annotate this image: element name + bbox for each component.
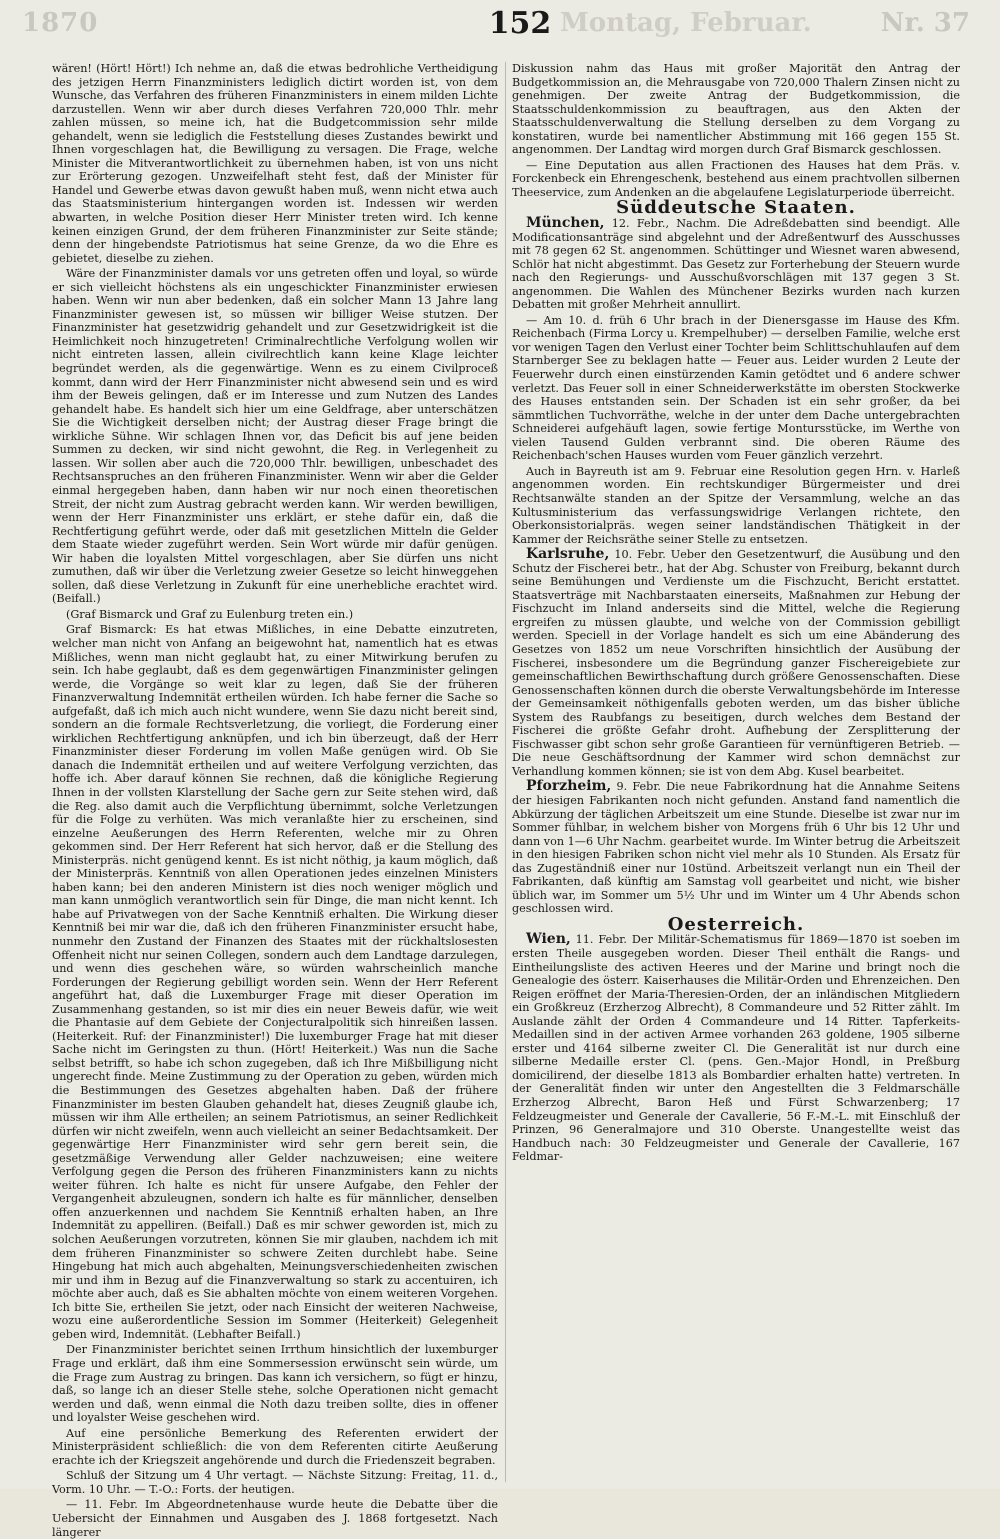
paragraph: — Eine Deputation aus allen Fractionen des Hauses hat dem Präs. v. Forckenbeck ein Ehrengeschenk, bestehend aus einem prachtvollen silbernen Theeservice, zum Andenken an die abgelaufene Legislaturperiode überreicht. (512, 158, 960, 199)
dispatch-pforzheim (512, 780, 960, 915)
column-divider (505, 62, 506, 1482)
section-heading-sueddeutsche: Süddeutsche Staaten. (616, 197, 856, 219)
paragraph: Wäre der Finanzminister damals vor uns getreten offen und loyal, so würde er sich vielleicht höchstens als ein ungeschickter Finanzminister erwiesen haben. Wenn wir nun aber bedenken, daß ein solcher Mann 13 Jahre lang Finanzminister gewesen ist, so müssen wir billiger Weise stutzen. Der Finanzminister hat gesetzwidrig gehandelt und zur Gesetzwidrigkeit ist die Heimlichkeit noch hinzugetreten! Criminalrechtliche Verfolgung wollen wir nicht eintreten lassen, allein civilrechtlich kann keine Klage leichter begründet werden, als die gegenwärtige. Wenn es zu einem Civilproceß kommt, dann wird der Herr Finanzminister nicht abwesend sein und es wird ihm der Beweis gelingen, daß er im Interesse und zum Nutzen des Landes gehandelt habe. Es handelt sich hier um eine Geldfrage, aber unterschätzen Sie die Wichtigkeit derselben nicht; der Austrag dieser Frage bringt die wirkliche Sühne. Wir schlagen Ihnen vor, das Deficit bis auf jene beiden Summen zu decken, wir sind nicht gewohnt, die Reg. in Verlegenheit zu lassen. Wir sollen aber auch die 720,000 Thlr. bewilligen, unbeschadet des Rechtsanspruches an den früheren Finanzminister. Wenn wir aber die Gelder einmal hergegeben haben, dann haben wir nur noch einen theoretischen Streit, der nicht zum Austrag gebracht werden kann. Wir werden bewilligen, wenn der Herr Finanzminister uns erklärt, er stehe dafür ein, daß die Rechtfertigung geführt werde, oder daß mit gesetzlichen Mitteln die Gelder dem Staate wieder zugeführt werden. Sein Wort würde mir dafür genügen. Wir haben die loyalsten Mittel vorgeschlagen, aber Sie dürfen uns nicht zumuthen, daß wir über die Verletzung zweier Gesetze so leicht hinweggehen sollen, daß diese Verletzung in Zukunft für eine unerhebliche erachtet wird. (Beifall.) (52, 267, 498, 606)
dateline-place: Pforzheim, (526, 778, 612, 795)
dispatch-text: 11. Febr. Der Militär-Schematismus für 1869—1870 ist soeben im ersten Theile ausgegeben worden. Dieser Theil enthält die Rangs- und Eintheilungsliste des activen Heeres und der Marine und bringt noch die Genealogie des österr. Kaiserhauses die Militär-Orden und Ehrenzeichen. Den Reigen eröffnet der Maria-Theresien-Orden, der an inländischen Mitgliedern ein Großkreuz (Erzherzog Albrecht), 8 Commandeure und 52 Ritter zählt. Im Auslande zählt der Orden 4 Commandeure und 14 Ritter. Tapferkeits-Medaillen sind in der activen Armee vorhanden 263 goldene, 1905 silberne erster und 4164 silberne zweiter Cl. Die Generalität ist nur durch eine silberne Medaille erster Cl. (pens. Gen.-Major Hondl, in Preßburg domicilirend, der dieselbe 1813 als Bombardier erhalten hatte) vertreten. In der Generalität finden wir unter den Angestellten die 3 Feldmarschälle Erzherzog Albrecht, Baron Heß und Fürst Schwarzenberg; 17 Feldzeugmeister und Generale der Cavallerie, 56 F.-M.-L. mit Einschluß der Prinzen, 96 Generalmajore und 310 Oberste. Unangestellte weist das Handbuch nach: 30 Feldzeugmeister und Generale der Cavallerie, 167 Feldmar- (512, 933, 960, 1164)
header-faded-year: 1870 (22, 8, 99, 38)
paragraph: Diskussion nahm das Haus mit großer Majorität den Antrag der Budgetkommission an, die Mehrausgabe von 720,000 Thalern Zinsen nicht zu genehmigen. Der zweite Antrag der Budgetkommission, die Staatsschuldenkommission zu beauftragen, aus den Akten der Staatsschuldenverwaltung die Stellung derselben zu dem Vorgang zu konstatiren, wurde bei namentlicher Abstimmung mit 166 gegen 155 St. angenommen. Der Landtag wird morgen durch Graf Bismarck geschlossen. (512, 62, 960, 157)
paragraph: — 11. Febr. Im Abgeordnetenhause wurde heute die Debatte über die Uebersicht der Einnahmen und Ausgaben des J. 1868 fortgesetzt. Nach längerer (52, 1498, 498, 1539)
section-heading-oesterreich: Oesterreich. (667, 913, 805, 935)
dispatch-wien (512, 933, 960, 1163)
dispatch-text: 9. Febr. Die neue Fabrikordnung hat die Annahme Seitens der hiesigen Fabrikanten noch nicht gefunden. Anstand fand namentlich die Abkürzung der täglichen Arbeitszeit um eine Stunde. Dieselbe ist zwar nur im Sommer fühlbar, in welchem bisher von Morgens früh 6 Uhr bis 12 Uhr und dann von 1—6 Uhr Nachm. gearbeitet wurde. Im Winter betrug die Arbeitszeit in den hiesigen Fabriken schon nicht viel mehr als 10 Stunden. Als Ersatz für das Zugeständniß einer nur 10stünd. Arbeitszeit verlangt nun ein Theil der Fabrikanten, daß künftig am Samstag voll gearbeitet und nicht, wie bisher üblich war, im Sommer um 5½ Uhr und im Winter um 4 Uhr Abends schon geschlossen wird. (512, 780, 960, 916)
paragraph: Auf eine persönliche Bemerkung des Referenten erwidert der Ministerpräsident schließlich: die von dem Referenten citirte Aeußerung erachte ich der Kriegszeit angehörende und durch die Friedenszeit begraben. (52, 1426, 498, 1467)
paragraph: — Am 10. d. früh 6 Uhr brach in der Dienersgasse im Hause des Kfm. Reichenbach (Firma Lorcy u. Krempelhuber) — derselben Familie, welche erst vor wenigen Tagen den Verlust einer Tochter beim Schlittschuhlaufen auf dem Starnberger See zu beklagen hatte — Feuer aus. Leider wurden 2 Leute der Feuerwehr durch einen einstürzenden Kamin getödtet und 6 andere schwer verletzt. Das Feuer soll in einer Schneiderwerkstätte im obersten Stockwerke des Hauses entstanden sein. Der Schaden ist ein sehr großer, da bei sämmtlichen Tuchvorräthe, welche in der unter dem Dache untergebrachten Schneiderei aufgehäuft lagen, sowie fertige Montursstücke, im Werthe von vielen Tausend Gulden verbrannt sind. Die oberen Räume des Reichenbach'schen Hauses wurden vom Feuer gänzlich verzehrt. (512, 313, 960, 463)
header-faded-issue: Nr. 37 (880, 8, 970, 38)
paragraph: Graf Bismarck: Es hat etwas Mißliches, in eine Debatte einzutreten, welcher man nicht von Anfang an beigewohnt hat, namentlich hat es etwas Mißliches, wenn man nicht geglaubt hat, zu einer Mitwirkung berufen zu sein. Ich habe geglaubt, daß es dem gegenwärtigen Finanzminister gelingen werde, die Vorgänge so weit klar zu legen, daß Sie der früheren Finanzverwaltung Indemnität ertheilen würden. Ich habe ferner die Sache so aufgefaßt, daß ich mich auch nicht wundere, wenn Sie dazu nicht bereit sind, sondern an die formale Rechtsverletzung, die vorliegt, die Forderung einer wirklichen Rechtfertigung anknüpfen, und ich bin überzeugt, daß der Herr Finanzminister dieser Forderung im vollen Maße genügen wird. Ob Sie danach die Indemnität ertheilen und auf weitere Verfolgung verzichten, das hoffe ich. Aber darauf können Sie rechnen, daß die königliche Regierung Ihnen in der vollsten Klarstellung der Sache gern zur Seite stehen wird, daß die Reg. also damit auch die Verpflichtung übernimmt, solche Verletzungen für die Folge zu verhüten. Was mich veranlaßte hier zu erscheinen, sind einzelne Aeußerungen des Herrn Referenten, welche mir zu Ohren gekommen sind. Der Herr Referent hat sich hervor, daß er die Stellung des Ministerpräs. nicht genügend kennt. Es ist nicht nöthig, ja kaum möglich, daß der Ministerpräs. Kenntniß von allen Operationen jedes einzelnen Ministers haben kann; bei den anderen Ministern ist dies noch weniger möglich und man kann unmöglich verantwortlich sein für Dinge, die man nicht kennt. Ich habe auf Privatwegen von der Sache Kenntniß erhalten. Die Wirkung dieser Kenntniß bei mir war die, daß ich den früheren Finanzminister ersucht habe, nunmehr den Zustand der Finanzen des Staates mit der rückhaltslosesten Offenheit nicht nur seinen Collegen, sondern auch dem Landtage darzulegen, und wenn dies geschehen wäre, so würden wahrscheinlich manche Forderungen der Regierung gebilligt worden sein. Wenn der Herr Referent angeführt hat, daß die Luxemburger Frage mit dieser Operation im Zusammenhang gestanden, so ist mir dies ein neuer Beweis dafür, wie weit die Phantasie auf dem Gebiete der Conjecturalpolitik sich hinreißen lassen. (Heiterkeit. Ruf: der Finanzminister!) Die luxemburger Frage hat mit dieser Sache nicht im Geringsten zu thun. (Hört! Heiterkeit.) Was nun die Sache selbst betrifft, so habe ich schon zugegeben, daß ich Ihre Mißbilligung nicht ungerecht finde. Meine Zustimmung zu der Operation zu geben, würden mich die Bestimmungen des Gesetzes abgehalten haben. Daß der frühere Finanzminister im besten Glauben gehandelt hat, dieses Zeugniß glaube ich, müssen wir ihm Alle ertheilen; an seinem Patriotismus, an seiner Redlichkeit dürfen wir nicht zweifeln, wenn auch vielleicht an seiner Bedachtsamkeit. Der gegenwärtige Herr Finanzminister wird sehr gern bereit sein, die gesetzmäßige Verwendung aller Gelder nachzuweisen; eine weitere Verfolgung gegen die Person des früheren Finanzministers kann zu nichts weiter führen. Ich halte es nicht für unsere Aufgabe, den Fehler der Vergangenheit abzuleugnen, sondern ich halte es für männlicher, denselben offen anzuerkennen und nachdem Sie Kenntniß erhalten haben, an Ihre Indemnität zu appelliren. (Beifall.) Daß es mir schwer geworden ist, mich zu solchen Aeußerungen vorzutreten, können Sie mir glauben, nachdem ich mit dem früheren Finanzminister so schwere Zeiten durchlebt habe. Seine Hingebung hat mich auch abgehalten, Meinungsverschiedenheiten zwischen mir und ihm in Bezug auf die Finanzverwaltung so stark zu accentuiren, ich möchte aber auch, daß es Sie abhalten möchte von einem weiteren Vorgehen. Ich bitte Sie, ertheilen Sie jetzt, oder nach Einsicht der weiteren Nachweise, wozu eine außerordentliche Session im Sommer (Heiterkeit) Gelegenheit geben wird, Indemnität. (Lebhafter Beifall.) (52, 623, 498, 1341)
header-faded-date: Montag, Februar. (560, 8, 812, 38)
dispatch-karlsruhe (512, 548, 960, 778)
paragraph: wären! (Hört! Hört!) Ich nehme an, daß die etwas bedrohliche Vertheidigung des jetzigen Herrn Finanzministers lediglich dictirt worden ist, von dem Wunsche, das Verfahren des früheren Finanzministers in einem milden Lichte darzustellen. Wenn wir aber durch dieses Verfahren 720,000 Thlr. mehr zahlen müssen, so meine ich, hat die Budgetcommission sehr milde gehandelt, wenn sie lediglich die Feststellung dieses Zustandes bewirkt und Ihnen vorgeschlagen hat, die Bewilligung zu versagen. Die Frage, welche Minister die Mitverantwortlichkeit zu übernehmen haben, ist von uns nicht zur Erörterung gezogen. Unzweifelhaft steht fest, daß der Minister für Handel und Gewerbe etwas davon gewußt haben muß, wenn nicht etwa auch das Staatsministerium hintergangen worden ist. Indessen wir werden abwarten, in welche Position dieser Herr Minister treten wird. Ich kenne keinen einzigen Grund, der dem früheren Finanzminister zur Seite stände; denn der hingebendste Patriotismus hat seine Grenze, da wo die Ehre es gebietet, dieselbe zu ziehen. (52, 62, 498, 265)
dispatch-muenchen (512, 217, 960, 312)
right-column (512, 62, 960, 1482)
dispatch-text: 10. Febr. Ueber den Gesetzentwurf, die Ausübung und den Schutz der Fischerei betr., hat der Abg. Schuster von Freiburg, bekannt durch seine Bemühungen und Verdienste um die Fischzucht, Bericht erstattet. Staatsverträge mit Nachbarstaaten einerseits, Maßnahmen zur Hebung der Fischzucht im Inland anderseits sind die Mittel, welche die Regierung ergreifen zu müssen glaubte, und welche von der Commission gebilligt werden. Speciell in der Vorlage handelt es sich um eine Abänderung des Gesetzes von 1852 um neue Vorschriften hinsichtlich der Ausübung der Fischerei, insbesondere um die Begründung ganzer Fischereigebiete zur gemeinschaftlichen Bewirthschaftung durch größere Genossenschaften. Diese Genossenschaften können durch die oberste Verwaltungsbehörde im Interesse der Gemeinsamkeit nöthigenfalls geboten werden, um das bisher übliche System des Raubfangs zu beseitigen, durch welches dem Bestand der Fischerei die größte Gefahr droht. Aufhebung der Zersplitterung der Fischwasser gibt schon sehr große Garantieen für vernünftigeren Betrieb. — Die neue Geschäftsordnung der Kammer wird schon demnächst zur Verhandlung kommen können; sie ist von dem Abg. Kusel bearbeitet. (512, 548, 960, 778)
page-header (0, 2, 1000, 48)
dateline-place: Wien, (526, 931, 571, 948)
paragraph: Auch in Bayreuth ist am 9. Februar eine Resolution gegen Hrn. v. Harleß angenommen worden. Ein rechtskundiger Bürgermeister und drei Rechtsanwälte standen an der Spitze der Versammlung, welche an das Kultusministerium das verfassungswidrige Verlangen richtete, den Oberkonsistorialpräs. wegen seiner landständischen Thätigkeit in der Kammer der Reichsräthe seiner Stelle zu entsetzen. (512, 464, 960, 546)
paragraph: Der Finanzminister berichtet seinen Irrthum hinsichtlich der luxemburger Frage und erklärt, daß ihm eine Sommersession erwünscht sein würde, um die Frage zum Austrag zu bringen. Das kann ich versichern, so fügt er hinzu, daß, so lange ich an dieser Stelle stehe, solche Operationen nicht gemacht werden und daß, wenn einmal die Noth dazu treiben sollte, dies in offener und loyalster Weise geschehen wird. (52, 1343, 498, 1425)
dispatch-text: 12. Febr., Nachm. Die Adreßdebatten sind beendigt. Alle Modificationsanträge sind abgelehnt und der Adreßentwurf des Ausschusses mit 78 gegen 62 St. angenommen. Schüttinger und Wiesnet waren abwesend, Schlör hat nicht abgestimmt. Das Gesetz zur Forterhebung der Steuern wurde nach den Regierungs- und Ausschußvorschlägen mit 137 gegen 3 St. angenommen. Die Wahlen des Münchener Bezirks wurden nach kurzen Debatten mit großer Mehrheit annullirt. (512, 217, 961, 312)
paragraph: Schluß der Sitzung um 4 Uhr vertagt. — Nächste Sitzung: Freitag, 11. d., Vorm. 10 Uhr. — T.-O.: Forts. der heutigen. (52, 1469, 498, 1496)
left-column (52, 62, 498, 1539)
page-number: 152 (488, 6, 552, 41)
stage-note: (Graf Bismarck und Graf zu Eulenburg treten ein.) (66, 607, 354, 621)
dateline-place: Karlsruhe, (526, 546, 610, 563)
dateline-place: München, (526, 215, 605, 232)
